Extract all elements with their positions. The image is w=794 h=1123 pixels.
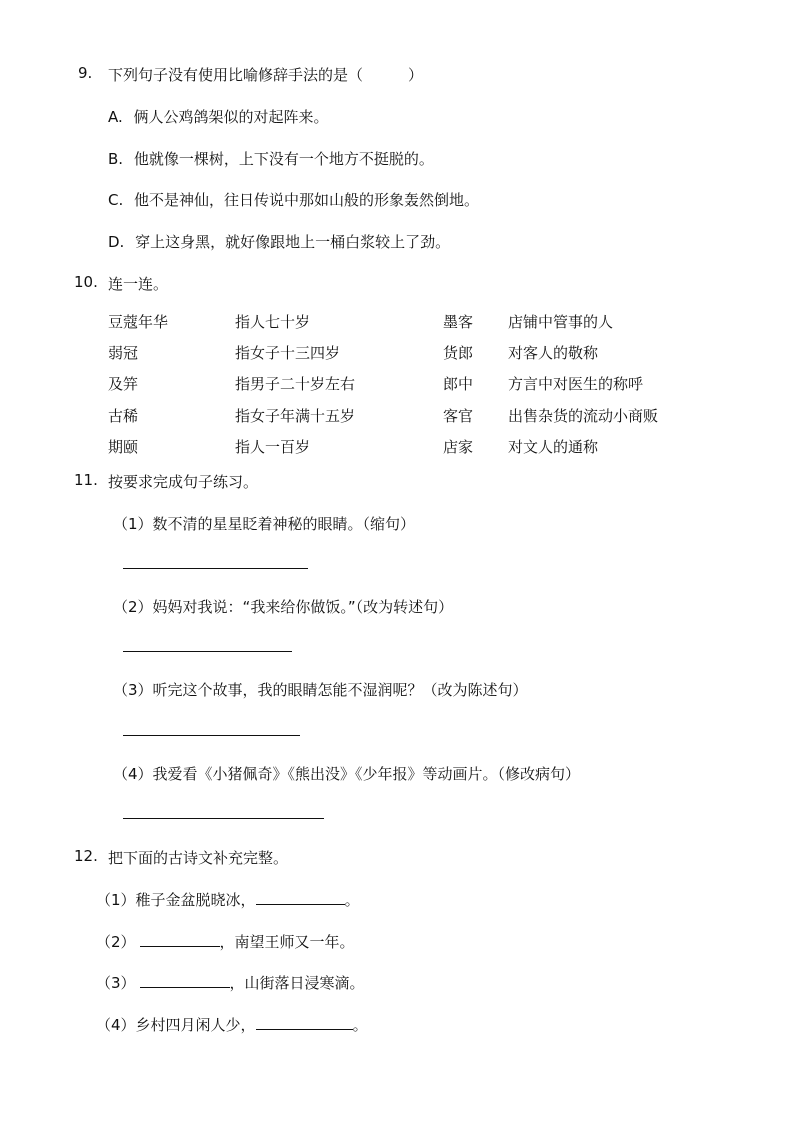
fill-blank[interactable] (256, 1015, 353, 1030)
right-term[interactable]: 郎中 (443, 375, 474, 393)
question-12-number: 12. (74, 847, 98, 865)
left-meaning[interactable]: 指女子年满十五岁 (235, 407, 356, 425)
sentence-item-3 (113, 679, 528, 700)
item-text: 我爱看《小猪佩奇》《熊出没》《少年报》等动画片。（修改病句） (152, 765, 581, 783)
fill-blank[interactable] (140, 973, 230, 988)
option-text: 他不是神仙，往日传说中那如山般的形象轰然倒地。 (134, 191, 480, 209)
item-label: （3） (113, 681, 153, 699)
left-meaning[interactable]: 指男子二十岁左右 (235, 375, 356, 393)
poem-item-3 (96, 972, 365, 993)
fill-blank[interactable] (140, 932, 220, 947)
poem-text-after: 。 (352, 1016, 368, 1034)
sentence-item-2 (113, 596, 453, 617)
right-term[interactable]: 货郎 (443, 344, 474, 362)
item-text: 数不清的星星眨着神秘的眼睛。（缩句） (152, 515, 416, 533)
item-label: （3） (96, 974, 136, 992)
poem-text-before: 稚子金盆脱晓冰， (135, 891, 256, 909)
left-meaning[interactable]: 指人七十岁 (235, 313, 311, 331)
item-label: （2） (113, 598, 153, 616)
right-meaning[interactable]: 对文人的通称 (508, 438, 599, 456)
right-meaning[interactable]: 对客人的敬称 (508, 344, 599, 362)
poem-text-after: 。 (344, 891, 360, 909)
option-text: 穿上这身黑，就好像跟地上一桶白浆较上了劲。 (135, 233, 451, 251)
option-text: 他就像一棵树，上下没有一个地方不挺脱的。 (133, 150, 434, 168)
left-term[interactable]: 及笄 (108, 375, 139, 393)
question-11-number: 11. (74, 471, 98, 489)
answer-line-2[interactable] (123, 651, 292, 652)
right-meaning[interactable]: 出售杂货的流动小商贩 (508, 407, 659, 425)
item-label: （2） (96, 933, 136, 951)
item-text: 听完这个故事，我的眼睛怎能不湿润呢？（改为陈述句） (152, 681, 528, 699)
left-meaning[interactable]: 指女子十三四岁 (235, 344, 341, 362)
answer-line-1[interactable] (123, 568, 308, 569)
option-label: B. (108, 150, 124, 168)
fill-blank[interactable] (256, 890, 345, 905)
right-meaning[interactable]: 店铺中管事的人 (508, 313, 614, 331)
right-term[interactable]: 客官 (443, 407, 474, 425)
poem-text-before: 乡村四月闲人少， (135, 1016, 256, 1034)
item-label: （1） (96, 891, 136, 909)
question-9-stem: 下列句子没有使用比喻修辞手法的是（ ） (108, 66, 424, 84)
item-label: （4） (96, 1016, 136, 1034)
question-10-stem: 连一连。 (108, 275, 169, 293)
option-label: A. (108, 108, 123, 126)
item-label: （1） (113, 515, 153, 533)
option-c (108, 189, 479, 210)
item-text: 妈妈对我说：“我来给你做饭。”（改为转述句） (152, 598, 454, 616)
right-term[interactable]: 店家 (443, 438, 474, 456)
option-a (108, 106, 329, 127)
question-11-stem: 按要求完成句子练习。 (108, 473, 259, 491)
option-label: D. (108, 233, 125, 251)
item-label: （4） (113, 765, 153, 783)
left-term[interactable]: 弱冠 (108, 344, 139, 362)
sentence-item-1 (113, 513, 415, 534)
question-9-number: 9. (78, 64, 93, 82)
poem-text-after: ，山街落日浸寒滴。 (229, 974, 365, 992)
question-12-stem: 把下面的古诗文补充完整。 (108, 849, 289, 867)
question-10-number: 10. (74, 273, 98, 291)
option-d (108, 231, 450, 252)
right-meaning[interactable]: 方言中对医生的称呼 (508, 375, 644, 393)
right-term[interactable]: 墨客 (443, 313, 474, 331)
option-b (108, 148, 434, 169)
option-label: C. (108, 191, 124, 209)
left-term[interactable]: 古稀 (108, 407, 139, 425)
option-text: 俩人公鸡鸽架似的对起阵来。 (133, 108, 329, 126)
poem-text-after: ，南望王师又一年。 (219, 933, 355, 951)
answer-line-4[interactable] (123, 818, 324, 819)
poem-item-2 (96, 931, 355, 952)
answer-line-3[interactable] (123, 735, 300, 736)
poem-item-1 (96, 889, 360, 910)
poem-item-4 (96, 1014, 368, 1035)
left-term[interactable]: 豆蔻年华 (108, 313, 169, 331)
sentence-item-4 (113, 763, 580, 784)
left-meaning[interactable]: 指人一百岁 (235, 438, 311, 456)
left-term[interactable]: 期颐 (108, 438, 139, 456)
